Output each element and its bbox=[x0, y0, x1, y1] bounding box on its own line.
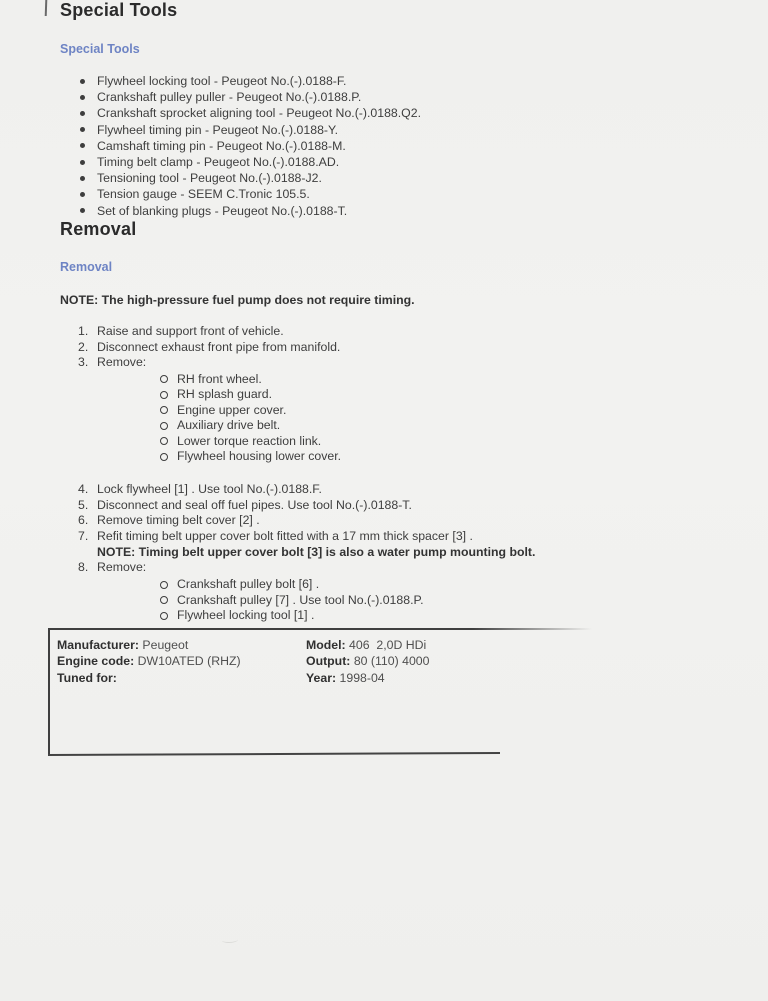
output-field bbox=[306, 653, 597, 670]
tuned-for-field bbox=[57, 670, 306, 687]
scan-artifact-bottom-mark bbox=[222, 937, 238, 943]
step-number: 3. bbox=[78, 355, 89, 370]
step-number: 4. bbox=[78, 481, 89, 496]
removal-steps-4-8 bbox=[60, 482, 720, 576]
info-box-border-left bbox=[48, 628, 50, 756]
info-box-border-bottom bbox=[48, 752, 500, 756]
step-row bbox=[60, 560, 720, 576]
step-text: Raise and support front of vehicle. bbox=[97, 323, 284, 338]
special-tools-subheading: Special Tools bbox=[60, 42, 140, 56]
year-field bbox=[306, 670, 597, 687]
vehicle-info-box bbox=[48, 628, 608, 756]
field-value: Peugeot bbox=[142, 637, 189, 652]
scan-artifact-top-mark bbox=[45, 0, 48, 16]
step-number: 5. bbox=[78, 497, 89, 512]
step-number: 1. bbox=[78, 323, 89, 338]
vehicle-info-row bbox=[57, 653, 597, 670]
info-box-border-top bbox=[48, 628, 592, 630]
substep-item: Engine upper cover. bbox=[60, 403, 720, 419]
model-field bbox=[306, 637, 597, 654]
substep-item: Flywheel locking tool [1] . bbox=[60, 608, 720, 624]
tool-item: Camshaft timing pin - Peugeot No.(-).0188-M. bbox=[60, 138, 720, 154]
step-row bbox=[60, 482, 720, 498]
field-label: Output: bbox=[306, 654, 351, 669]
step8-sublist bbox=[60, 577, 720, 624]
substep-item: Crankshaft pulley [7] . Use tool No.(-).0188.P. bbox=[60, 593, 720, 609]
field-label: Manufacturer: bbox=[57, 637, 139, 652]
substep-item: Crankshaft pulley bolt [6] . bbox=[60, 577, 720, 593]
step-number: 7. bbox=[78, 529, 89, 544]
substep-item: RH splash guard. bbox=[60, 387, 720, 403]
vehicle-info-rows bbox=[57, 637, 597, 687]
field-label: Model: bbox=[306, 637, 346, 652]
tool-item: Tension gauge - SEEM C.Tronic 105.5. bbox=[60, 186, 720, 202]
tool-item: Set of blanking plugs - Peugeot No.(-).0188-T. bbox=[60, 203, 720, 219]
tool-item: Timing belt clamp - Peugeot No.(-).0188.AD. bbox=[60, 154, 720, 170]
removal-heading: Removal bbox=[60, 218, 137, 239]
substep-item: Auxiliary drive belt. bbox=[60, 418, 720, 434]
step-row bbox=[60, 529, 720, 545]
step-row bbox=[60, 340, 720, 356]
substep-item: Flywheel housing lower cover. bbox=[60, 449, 720, 465]
step-row bbox=[60, 513, 720, 529]
vehicle-info-row bbox=[57, 670, 597, 687]
tool-item: Crankshaft pulley puller - Peugeot No.(-).0188.P. bbox=[60, 89, 720, 105]
step-text: Remove: bbox=[97, 355, 147, 370]
step-text: Disconnect and seal off fuel pipes. Use tool No.(-).0188-T. bbox=[97, 497, 412, 512]
removal-note: NOTE: The high-pressure fuel pump does not require timing. bbox=[60, 292, 415, 307]
manufacturer-field bbox=[57, 637, 306, 654]
step3-sublist bbox=[60, 372, 720, 465]
special-tools-list bbox=[60, 73, 720, 219]
page-content bbox=[57, 0, 720, 756]
engine-code-field bbox=[57, 653, 306, 670]
step-text: Lock flywheel [1] . Use tool No.(-).0188.F. bbox=[97, 481, 322, 496]
tool-item: Flywheel locking tool - Peugeot No.(-).0188-F. bbox=[60, 73, 720, 89]
step7-bold-note: NOTE: Timing belt upper cover bolt [3] is also a water pump mounting bolt. bbox=[97, 544, 536, 559]
field-label: Tuned for: bbox=[57, 670, 117, 685]
removal-subheading: Removal bbox=[60, 259, 113, 274]
field-value: DW10ATED (RHZ) bbox=[137, 654, 241, 669]
field-label: Year: bbox=[306, 670, 337, 685]
substep-item: RH front wheel. bbox=[60, 372, 720, 388]
step-text: Disconnect exhaust front pipe from manifold. bbox=[97, 339, 341, 354]
step-number: 2. bbox=[78, 339, 89, 354]
special-tools-heading: Special Tools bbox=[60, 0, 178, 20]
step-row bbox=[60, 498, 720, 514]
step-number: 6. bbox=[78, 513, 89, 528]
vehicle-info-row bbox=[57, 637, 597, 654]
field-value: 1998-04 bbox=[339, 670, 385, 685]
step-text: Remove: bbox=[97, 560, 147, 575]
step-row bbox=[60, 324, 720, 340]
substep-item: Lower torque reaction link. bbox=[60, 434, 720, 450]
step-number: 8. bbox=[78, 560, 89, 575]
tool-item: Tensioning tool - Peugeot No.(-).0188-J2. bbox=[60, 170, 720, 186]
step-row bbox=[60, 355, 720, 371]
tool-item: Flywheel timing pin - Peugeot No.(-).0188-Y. bbox=[60, 122, 720, 138]
step-text: Remove timing belt cover [2] . bbox=[97, 513, 260, 528]
field-value: 80 (110) 4000 bbox=[353, 654, 430, 669]
removal-steps-1-3 bbox=[60, 324, 720, 371]
field-value: 406 2,0D HDi bbox=[349, 637, 427, 652]
step-text: Refit timing belt upper cover bolt fitted with a 17 mm thick spacer [3] . bbox=[97, 529, 473, 544]
field-label: Engine code: bbox=[57, 654, 135, 669]
tool-item: Crankshaft sprocket aligning tool - Peugeot No.(-).0188.Q2. bbox=[60, 105, 720, 121]
